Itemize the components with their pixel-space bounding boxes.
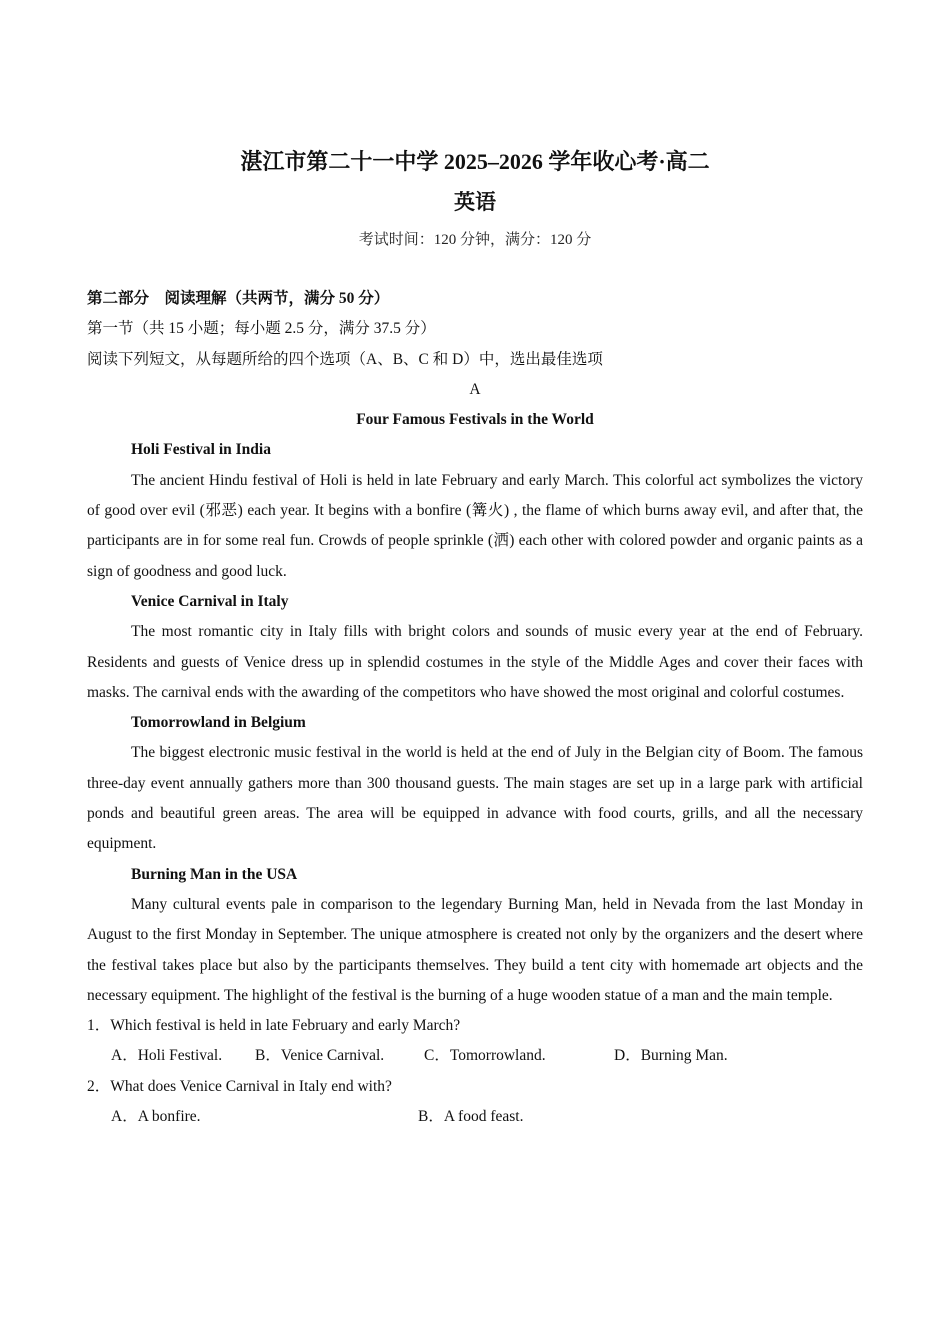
question-2-stem: 2．What does Venice Carnival in Italy end with?	[87, 1077, 392, 1095]
festival-heading-holi: Holi Festival in India	[131, 441, 271, 459]
question-1-stem: 1．Which festival is held in late February and early March?	[87, 1017, 461, 1035]
passage-title: Four Famous Festivals in the World	[356, 411, 594, 429]
exam-info: 考试时间：120 分钟，满分：120 分	[358, 232, 592, 248]
festival-text-holi: The ancient Hindu festival of Holi is held in late February and early March. This colorful act symbolizes the victory of good over evil (邪恶) each year. It begins with a bonfire (篝火) , the flame of which burns away evil, and after that, the participants are in for some real fun. Crowds of people sprinkle (洒) each other with colored powder and organic paints as a sign of goodness and good luck.	[87, 471, 863, 580]
question-1-option-a[interactable]: A．Holi Festival.	[111, 1047, 223, 1065]
subject-title: 英语	[454, 190, 496, 214]
question-1-options	[87, 1041, 863, 1071]
question-1-option-b[interactable]: B．Venice Carnival.	[255, 1047, 385, 1065]
subsection-heading: 第一节（共 15 小题；每小题 2.5 分，满分 37.5 分）	[87, 320, 436, 338]
question-1-option-c[interactable]: C．Tomorrowland.	[424, 1047, 546, 1065]
question-1-option-d[interactable]: D．Burning Man.	[614, 1047, 728, 1065]
festival-heading-tomorrowland: Tomorrowland in Belgium	[131, 714, 306, 732]
instruction: 阅读下列短文，从每题所给的四个选项（A、B、C 和 D）中，选出最佳选项	[87, 350, 603, 368]
festival-text-venice: The most romantic city in Italy fills with bright colors and sounds of music every year at the end of February. Residents and guests of Venice dress up in splendid costumes in the style of the Middle Ages and cover their faces with masks. The carnival ends with the awarding of the competitors who have showed the most original and colorful costumes.	[87, 623, 863, 701]
question-2-option-b[interactable]: B．A food feast.	[418, 1108, 524, 1126]
festival-text-tomorrowland: The biggest electronic music festival in the world is held at the end of July in the Belgian city of Boom. The famous three-day event annually gathers more than 300 thousand guests. The main stages are set up in a large park with artificial ponds and beautiful green areas. The area will be equipped in advance with food courts, grills, and all the necessary equipment.	[87, 744, 863, 853]
question-2-options	[87, 1102, 863, 1132]
question-2-option-a[interactable]: A．A bonfire.	[111, 1108, 201, 1126]
festival-text-burning-man: Many cultural events pale in comparison to the legendary Burning Man, held in Nevada from the last Monday in August to the first Monday in September. The unique atmosphere is created not only by the organizers and the desert where the festival takes place but also by the participants themselves. They build a tent city with homemade art objects and the necessary equipment. The highlight of the festival is the burning of a huge wooden statue of a man and the main temple.	[87, 895, 863, 1004]
festival-heading-burning-man: Burning Man in the USA	[131, 865, 298, 883]
passage-label: A	[469, 380, 481, 398]
festival-heading-venice: Venice Carnival in Italy	[131, 592, 289, 610]
exam-body	[87, 284, 863, 1132]
exam-title: 湛江市第二十一中学 2025–2026 学年收心考·高二	[240, 149, 710, 174]
part-heading: 第二部分 阅读理解（共两节，满分 50 分）	[87, 290, 390, 307]
